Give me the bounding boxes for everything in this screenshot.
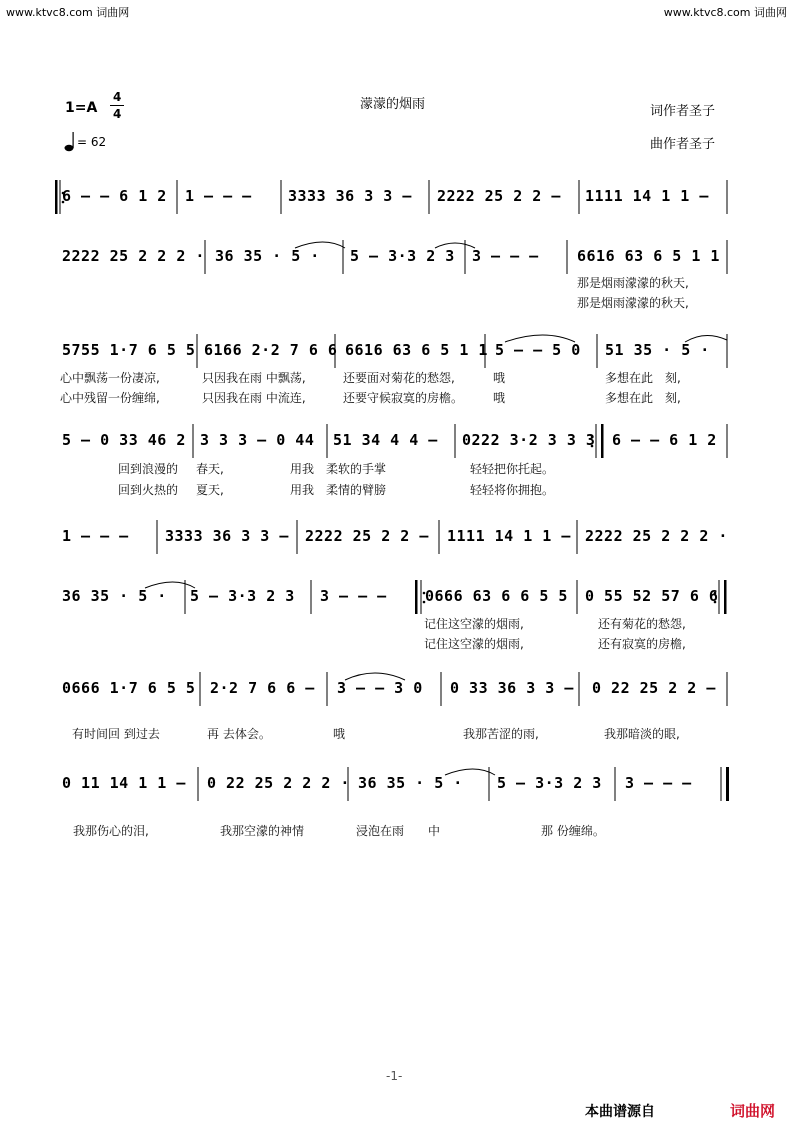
lyric: 夏天,: [196, 483, 224, 497]
measure: 0 22 25 2 2 —: [592, 679, 716, 697]
measure: 5755 1·7 6 5 5: [62, 341, 196, 359]
lyric: 多想在此 刻,: [605, 371, 681, 385]
measure: 51 35 · 5 ·: [605, 341, 710, 359]
lyric: 哦: [493, 371, 506, 385]
measure: 2222 25 2 2 2 ·: [585, 527, 728, 545]
measure: 36 35 · 5 ·: [215, 247, 320, 265]
lyric: 哦: [493, 391, 506, 405]
lyric: 记住这空濛的烟雨,: [424, 637, 524, 651]
measure: 5 — 3·3 2 3: [497, 774, 602, 792]
key-signature: 1=A: [65, 100, 98, 116]
source-label: 本曲谱源自: [585, 1104, 655, 1120]
measure: 6 — — 6 1 2: [612, 431, 717, 449]
measure: 3333 36 3 3 —: [165, 527, 289, 545]
lyric: 心中残留一份缠绵,: [60, 391, 160, 405]
lyric: 记住这空濛的烟雨,: [424, 617, 524, 631]
lyric: 回到火热的: [118, 483, 179, 497]
site-header-left[interactable]: www.ktvc8.com 词曲网: [6, 6, 130, 19]
measure: 0 22 25 2 2 2 ·: [207, 774, 350, 792]
measure: 51 34 4 4 —: [333, 431, 438, 449]
measure: 2·2 7 6 6 —: [210, 679, 315, 697]
lyric: 那是烟雨濛濛的秋天,: [577, 296, 689, 310]
measure: 2222 25 2 2 —: [437, 187, 561, 205]
measure: 0 33 36 3 3 —: [450, 679, 574, 697]
time-divider: [110, 105, 124, 106]
quarter-note-icon: [64, 131, 76, 157]
composer: 曲作者圣子: [650, 137, 716, 152]
measure: 5 — — 5 0: [495, 341, 581, 359]
measure: 5 — 0 33 46 2: [62, 431, 186, 449]
measure: 3 — — 3 0: [337, 679, 423, 697]
lyric: 有时间回 到过去: [72, 727, 160, 741]
measure: 36 35 · 5 ·: [62, 587, 167, 605]
lyric: 用我 柔软的手掌: [290, 462, 387, 476]
lyric: 浸泡在雨 中: [356, 824, 441, 838]
lyric: 轻轻把你托起。: [470, 462, 555, 476]
measure: 0666 1·7 6 5 5: [62, 679, 196, 697]
lyricist: 词作者圣子: [650, 104, 716, 119]
measure: 1111 14 1 1 —: [447, 527, 571, 545]
lyric: 只因我在雨 中飘荡,: [202, 371, 306, 385]
measure: 3 — — —: [625, 774, 692, 792]
song-title: 濛濛的烟雨: [360, 97, 426, 112]
measure: 6166 2·2 7 6 6: [204, 341, 338, 359]
measure: 2222 25 2 2 2 ·: [62, 247, 205, 265]
lyric: 还有菊花的愁怨,: [598, 617, 686, 631]
measure: 36 35 · 5 ·: [358, 774, 463, 792]
lyric: 还要守候寂寞的房檐。: [343, 391, 464, 405]
site-header-right[interactable]: www.ktvc8.com 词曲网: [663, 6, 787, 19]
lyric: 心中飘荡一份凄凉,: [60, 371, 160, 385]
lyric: 还要面对菊花的愁怨,: [343, 371, 455, 385]
measure: 0 55 52 57 6 6: [585, 587, 719, 605]
measure: 5 — 3·3 2 3: [350, 247, 455, 265]
lyric: 我那暗淡的眼,: [604, 727, 680, 741]
measure: 3 3 3 — 0 44: [200, 431, 315, 449]
lyric: 春天,: [196, 462, 224, 476]
measure: 0222 3·2 3 3 3: [462, 431, 596, 449]
lyric: 那 份缠绵。: [541, 824, 605, 838]
measure: 1 — — —: [185, 187, 252, 205]
measure: 5 — 3·3 2 3: [190, 587, 295, 605]
lyric: 那是烟雨濛濛的秋天,: [577, 276, 689, 290]
measure: 1 — — —: [62, 527, 129, 545]
lyric: 还有寂寞的房檐,: [598, 637, 686, 651]
measure: 6616 63 6 5 1 1: [345, 341, 488, 359]
measure: 0666 63 6 6 5 5: [425, 587, 568, 605]
lyric: 用我 柔情的臂膀: [290, 483, 387, 497]
measure: 1111 14 1 1 —: [585, 187, 709, 205]
lyric: 轻轻将你拥抱。: [470, 483, 555, 497]
measure: 3 — — —: [320, 587, 387, 605]
lyric: 多想在此 刻,: [605, 391, 681, 405]
lyric: 再 去体会。: [207, 727, 271, 741]
lyric: 哦: [333, 727, 346, 741]
page-number: -1-: [386, 1069, 403, 1083]
lyric: 回到浪漫的: [118, 462, 179, 476]
time-bottom: 4: [113, 107, 122, 121]
measure: 6616 63 6 5 1 1: [577, 247, 720, 265]
lyric: 我那苦涩的雨,: [463, 727, 539, 741]
measure: 3333 36 3 3 —: [288, 187, 412, 205]
lyric: 我那空濛的神情: [220, 824, 305, 838]
measure: 2222 25 2 2 —: [305, 527, 429, 545]
lyric: 只因我在雨 中流连,: [202, 391, 306, 405]
measure: 0 11 14 1 1 —: [62, 774, 186, 792]
tempo-mark: = 62: [77, 135, 107, 149]
measure: 6 — — 6 1 2: [62, 187, 167, 205]
lyric: 我那伤心的泪,: [73, 824, 149, 838]
source-logo-link[interactable]: 词曲网: [730, 1102, 776, 1120]
time-top: 4: [113, 90, 122, 104]
measure: 3 — — —: [472, 247, 539, 265]
